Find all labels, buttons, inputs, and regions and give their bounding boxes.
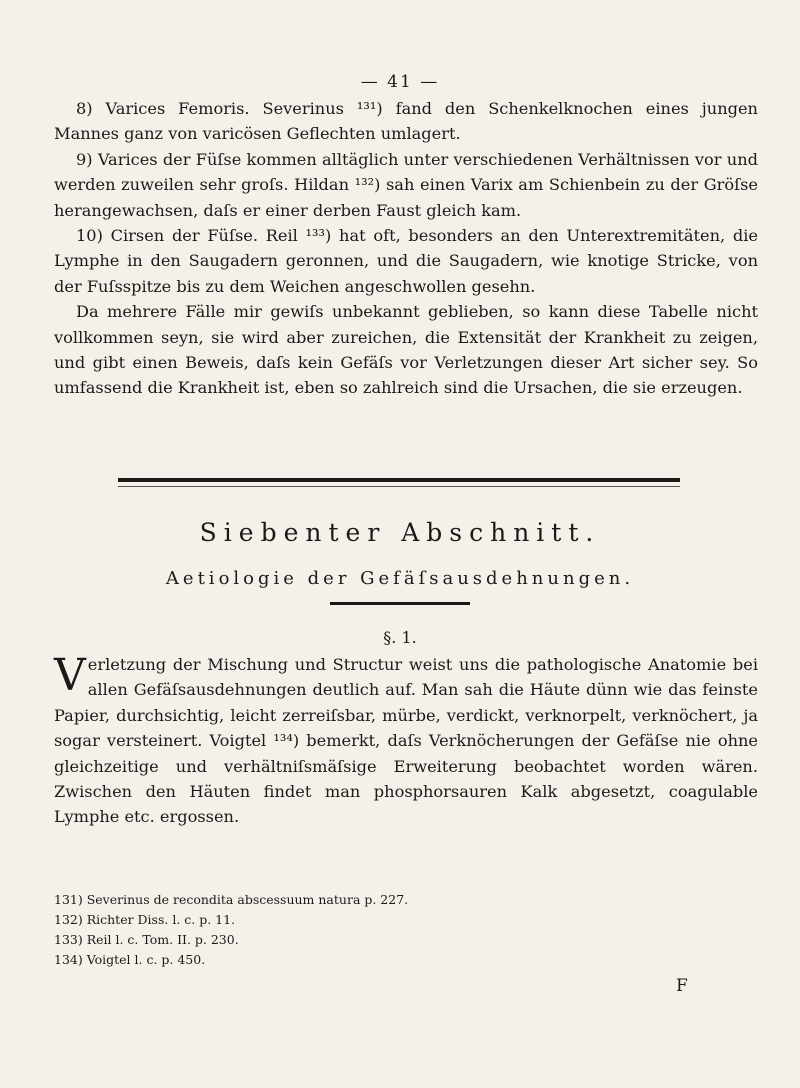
varices-list: [54, 96, 758, 401]
signature-mark: F: [676, 976, 688, 996]
footnote-131: 131) Severinus de recondita abscessuum natura p. 227.: [54, 892, 409, 907]
paragraph-verletzung: [54, 652, 758, 830]
section-body: [54, 652, 758, 830]
section-title: Siebenter Abschnitt.: [199, 518, 601, 547]
paragraph-varices-fuesse: 9) Varices der Füſse kommen alltäglich unter verschiedenen Verhältnissen vor und werden zuweilen sehr groſs. Hildan ¹³²) sah einen Varix am Schienbein zu der Gröſse herangewachsen, daſs er einer derben Faust gleich kam.: [54, 149, 758, 220]
page-number: — 41 —: [360, 72, 440, 92]
section-subtitle: Aetiologie der Gefäſsausdehnungen.: [165, 568, 635, 589]
footnotes: [54, 890, 754, 970]
paragraph-mark: §. 1.: [383, 628, 417, 647]
paragraph-conclusion: Da mehrere Fälle mir gewiſs unbekannt geblieben, so kann diese Tabelle nicht vollkommen seyn, sie wird aber zureichen, die Extensität der Krankheit zu zeigen, und gibt einen Beweis, daſs kein Gefäſs vor Verletzungen dieser Art sicher sey. So umfassend die Krankheit ist, eben so zahlreich sind die Ursachen, die sie erzeugen.: [54, 302, 758, 398]
section-divider-thick: [118, 478, 680, 482]
paragraph-cirsen: 10) Cirsen der Füſse. Reil ¹³³) hat oft, besonders an den Unterextremitäten, die Lymphe in den Saugadern geronnen, und die Saugadern, wie knotige Stricke, von der Fuſsspitze bis zu dem Weichen angeschwollen gesehn.: [54, 226, 758, 296]
section-divider-thin: [118, 486, 680, 487]
drop-cap: V: [54, 650, 86, 701]
paragraph-verletzung-text: erletzung der Mischung und Structur weist uns die pathologische Anatomie bei allen Gefäſsausdehnungen deutlich auf. Man sah die Häute dünn wie das feinste Papier, durchsichtig, leicht zerreiſsbar, mürbe, verdickt, verknorpelt, verknöchert, ja sogar versteinert. Voigtel ¹³⁴) bemerkt, daſs Verknöcherungen der Gefäſse nie ohne gleichzeitige und verhältniſsmäſsige Erweiterung beobachtet worden wären. Zwischen den Häuten findet man phosphorsauren Kalk abgesetzt, coagulable Lymphe etc. ergossen.: [54, 655, 758, 827]
footnote-134: 134) Voigtel l. c. p. 450.: [54, 952, 206, 967]
paragraph-varices-femoris: 8) Varices Femoris. Severinus ¹³¹) fand den Schenkelknochen eines jungen Mannes ganz von varicösen Geflechten umlagert.: [54, 99, 758, 144]
footnote-132: 132) Richter Diss. l. c. p. 11.: [54, 912, 236, 927]
subtitle-divider: [330, 602, 470, 605]
footnote-133: 133) Reil l. c. Tom. II. p. 230.: [54, 932, 239, 947]
